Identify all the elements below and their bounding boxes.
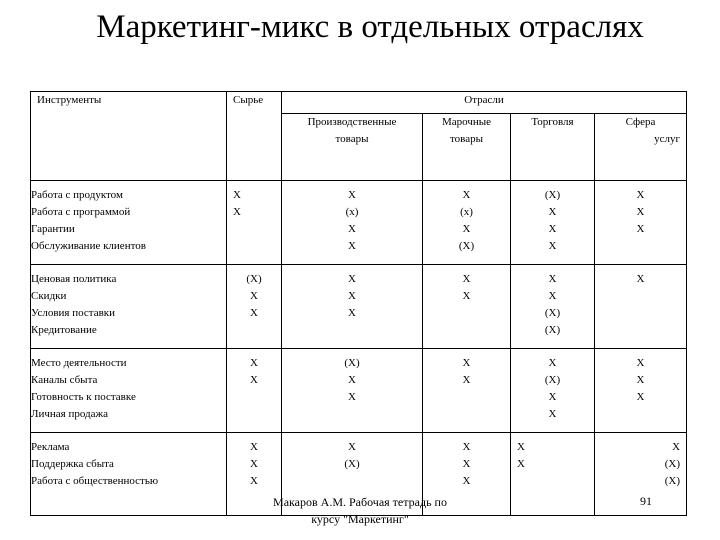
branded-marks [423,181,511,265]
instrument-label: Реклама [31,441,70,453]
mark: X [462,223,471,235]
header-industries: Отрасли [282,92,687,114]
page-number: 91 [640,494,652,508]
header-text-line: товары [335,133,369,145]
instrument-label: Гарантии [31,223,75,235]
instrument-label: Готовность к поставке [31,391,136,403]
mark: (X) [344,458,360,470]
mark: X [636,374,645,386]
mark: X [636,189,645,201]
mark: X [250,458,258,470]
header-text-line: Производственные [307,116,397,128]
marketing-mix-table [30,91,687,516]
mark: (X) [458,240,475,252]
header-branded-goods [423,114,511,181]
instrument-label: Ценовая политика [31,273,117,285]
mark: (X) [544,374,561,386]
header-text-line: Сфера [625,116,656,128]
mark: X [462,441,471,453]
table-row [31,349,687,433]
mark: X [348,273,356,285]
services-marks [595,349,687,433]
services-marks [595,265,687,349]
trade-marks [511,265,595,349]
instrument-labels [31,433,227,516]
trade-marks [511,349,595,433]
header-raw: Сырье [227,92,282,181]
footer-citation [250,494,470,528]
mark: X [348,223,356,235]
footer-line: курсу "Маркетинг" [311,512,409,526]
branded-marks [423,349,511,433]
mark: X [462,458,471,470]
mark: (X) [544,307,561,319]
trade-marks [511,433,595,516]
instrument-label: Обслуживание клиентов [31,240,146,252]
instrument-label: Работа с общественностью [31,475,159,487]
mark: X [348,290,356,302]
mark: X [636,357,645,369]
header-text-line: Марочные [441,116,492,128]
mark: (X) [664,475,681,487]
industrial-marks [282,349,423,433]
mark: X [250,290,258,302]
header-text-line: услуг [654,133,681,145]
instrument-labels [31,265,227,349]
instrument-labels [31,349,227,433]
instrument-label: Поддержка сбыта [31,458,114,470]
mark: X [348,189,356,201]
mark: X [250,475,258,487]
mark: (X) [544,189,561,201]
mark: X [636,391,645,403]
mark: X [462,290,471,302]
mark: (X) [544,324,561,336]
header-trade: Торговля [511,114,595,181]
instrument-label: Кредитование [31,324,97,336]
mark: X [462,475,471,487]
mark: X [462,357,471,369]
industrial-marks [282,265,423,349]
branded-marks [423,265,511,349]
mark: X [462,273,471,285]
mark: X [250,357,258,369]
mark: X [636,223,645,235]
services-marks [595,181,687,265]
mark: X [636,206,645,218]
mark: (x) [345,206,359,218]
mark: X [250,307,258,319]
header-instruments: Инструменты [31,92,227,181]
mark: X [348,374,356,386]
mark: X [548,391,557,403]
mark: X [233,189,241,201]
mark: X [636,273,645,285]
mark: (X) [344,357,360,369]
mark: X [348,240,356,252]
raw-marks [227,181,282,265]
mark: X [548,408,557,420]
mark: (X) [246,273,262,285]
raw-marks [227,349,282,433]
instrument-label: Личная продажа [31,408,108,420]
mark: X [462,189,471,201]
mark: X [233,206,241,218]
mark: X [250,441,258,453]
header-industrial-goods [282,114,423,181]
instrument-label: Каналы сбыта [31,374,98,386]
instrument-label: Условия поставки [31,307,116,319]
header-text-line: товары [450,133,483,145]
trade-marks [511,181,595,265]
mark: X [548,206,557,218]
header-row [31,92,687,114]
mark: X [548,290,557,302]
mark: X [462,374,471,386]
slide-title: Маркетинг-микс в отдельных отраслях [96,9,644,45]
mark: X [348,391,356,403]
footer-line: Макаров А.М. Рабочая тетрадь по [273,495,447,509]
table-row [31,265,687,349]
mark: X [517,458,525,470]
instrument-label: Работа с продуктом [31,189,123,201]
mark: X [348,441,356,453]
instrument-label: Место деятельности [31,357,127,369]
mark: X [548,273,557,285]
instrument-label: Работа с программой [31,206,131,218]
raw-marks [227,265,282,349]
mark: X [348,307,356,319]
mark: X [548,223,557,235]
table-row [31,181,687,265]
mark: X [548,357,557,369]
mark: X [250,374,258,386]
mark: (x) [460,206,473,218]
mark: X [548,240,557,252]
industrial-marks [282,181,423,265]
instrument-labels [31,181,227,265]
mark: X [517,441,525,453]
instrument-label: Скидки [31,290,67,302]
mark: (X) [664,458,681,470]
mark: X [672,441,681,453]
header-services [595,114,687,181]
